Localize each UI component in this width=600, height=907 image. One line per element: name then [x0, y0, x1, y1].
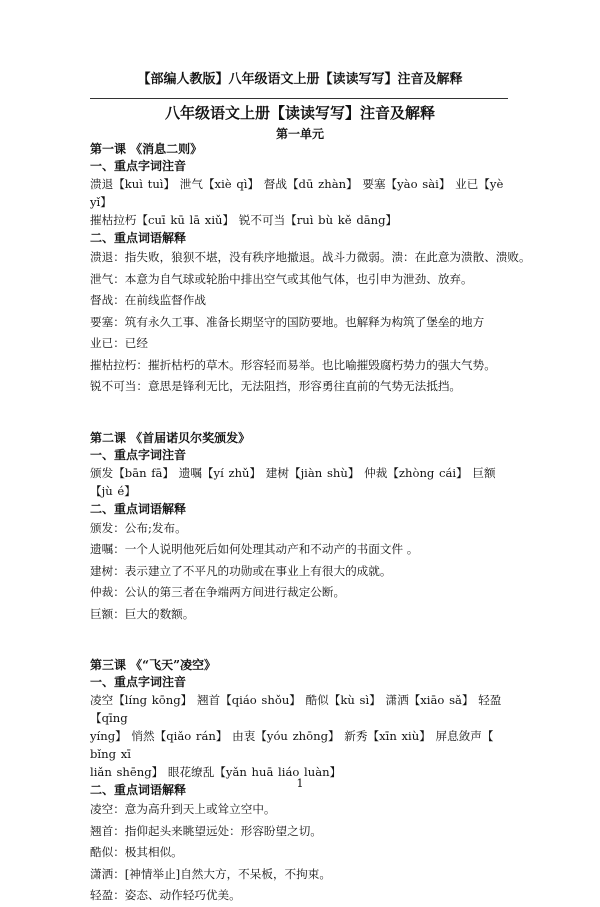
pinyin-section-heading: 一、重点字词注音 — [90, 447, 187, 462]
definition-line: 轻盈：姿态、动作轻巧优美。 — [90, 888, 241, 902]
pinyin-line: yíng】 悄然【qiǎo rán】 由衷【yóu zhōng】 新秀【xīn xiù】 屏息敛声【 bǐng xī — [90, 729, 494, 761]
lesson-title: 第一课 《消息二则》 — [90, 142, 203, 156]
definition-line: 巨额：巨大的数额。 — [90, 606, 195, 621]
pinyin-section-heading: 一、重点字词注音 — [90, 675, 187, 689]
definition-line: 遗嘱：一个人说明他死后如何处理其动产和不动产的书面文件 。 — [90, 542, 419, 556]
definition-line: 凌空：意为高升到天上或耸立空中。 — [90, 802, 276, 816]
definition-line: 颁发：公布;发布。 — [90, 520, 187, 535]
pinyin-line: 摧枯拉朽【cuī kū lā xiǔ】 锐不可当【ruì bù kě dāng】 — [90, 213, 398, 227]
pinyin-line: 凌空【líng kōng】 翘首【qiáo shǒu】 酷似【kù sì】 潇洒【xiāo sǎ】 轻盈【qīng — [90, 693, 502, 725]
definition-line: 翘首：指仰起头来眺望远处：形容盼望之切。 — [90, 823, 322, 838]
page-number: 1 — [296, 777, 304, 790]
unit-heading: 第一单元 — [275, 127, 324, 141]
definition-line: 建树：表示建立了不平凡的功勋或在事业上有很大的成就。 — [90, 563, 392, 578]
definition-line: 要塞：筑有永久工事、准备长期坚守的国防要地。也解释为构筑了堡垒的地方 — [90, 314, 485, 329]
lesson-1 — [90, 140, 531, 398]
definition-line: 摧枯拉朽：摧折枯朽的草木。形容轻而易举。也比喻摧毁腐朽势力的强大气势。 — [90, 357, 496, 372]
document-body — [90, 140, 531, 907]
definition-line: 业已：已经 — [90, 336, 148, 350]
document-title: 八年级语文上册【读读写写】注音及解释 — [164, 104, 435, 122]
definition-line: 潇洒：[神情举止]自然大方，不呆板，不拘束。 — [90, 866, 331, 881]
header-divider — [90, 98, 508, 99]
definition-line: 仲裁：公认的第三者在争端两方间进行裁定公断。 — [90, 585, 346, 599]
pinyin-line: 颁发【bān fā】 遗嘱【yí zhǔ】 建树【jiàn shù】 仲裁【zhòng cái】 巨额【jù é】 — [90, 465, 496, 498]
lesson-title: 第二课 《首届诺贝尔奖颁发》 — [90, 430, 251, 445]
running-header: 【部编人教版】八年级语文上册【读读写写】注音及解释 — [137, 72, 463, 87]
definition-line: 溃退：指失败，狼狈不堪，没有秩序地撤退。战斗力微弱。溃：在此意为溃散、溃败。 — [90, 250, 531, 264]
lesson-2 — [90, 429, 515, 626]
definition-line: 锐不可当：意思是锋利无比，无法阻挡，形容勇往直前的气势无法抵挡。 — [90, 379, 462, 393]
definitions-section-heading: 二、重点词语解释 — [90, 501, 187, 516]
pinyin-line: 溃退【kuì tuì】 泄气【xiè qì】 督战【dū zhàn】 要塞【yào sài】 业已【yè yǐ】 — [90, 177, 504, 209]
pinyin-section-heading: 一、重点字词注音 — [90, 159, 187, 173]
definitions-section-heading: 二、重点词语解释 — [90, 231, 187, 245]
definitions-section-heading: 二、重点词语解释 — [90, 783, 187, 797]
definition-line: 酷似：极其相似。 — [90, 845, 183, 859]
definition-line: 督战：在前线监督作战 — [90, 293, 206, 307]
pinyin-line: liǎn shēng】 眼花缭乱【yǎn huā liáo luàn】 — [90, 765, 342, 779]
lesson-title: 第三课 《“飞天”凌空》 — [90, 658, 216, 672]
definition-line: 泄气：本意为自气球或轮胎中排出空气或其他气体，也引申为泄劲、放弃。 — [90, 271, 473, 286]
